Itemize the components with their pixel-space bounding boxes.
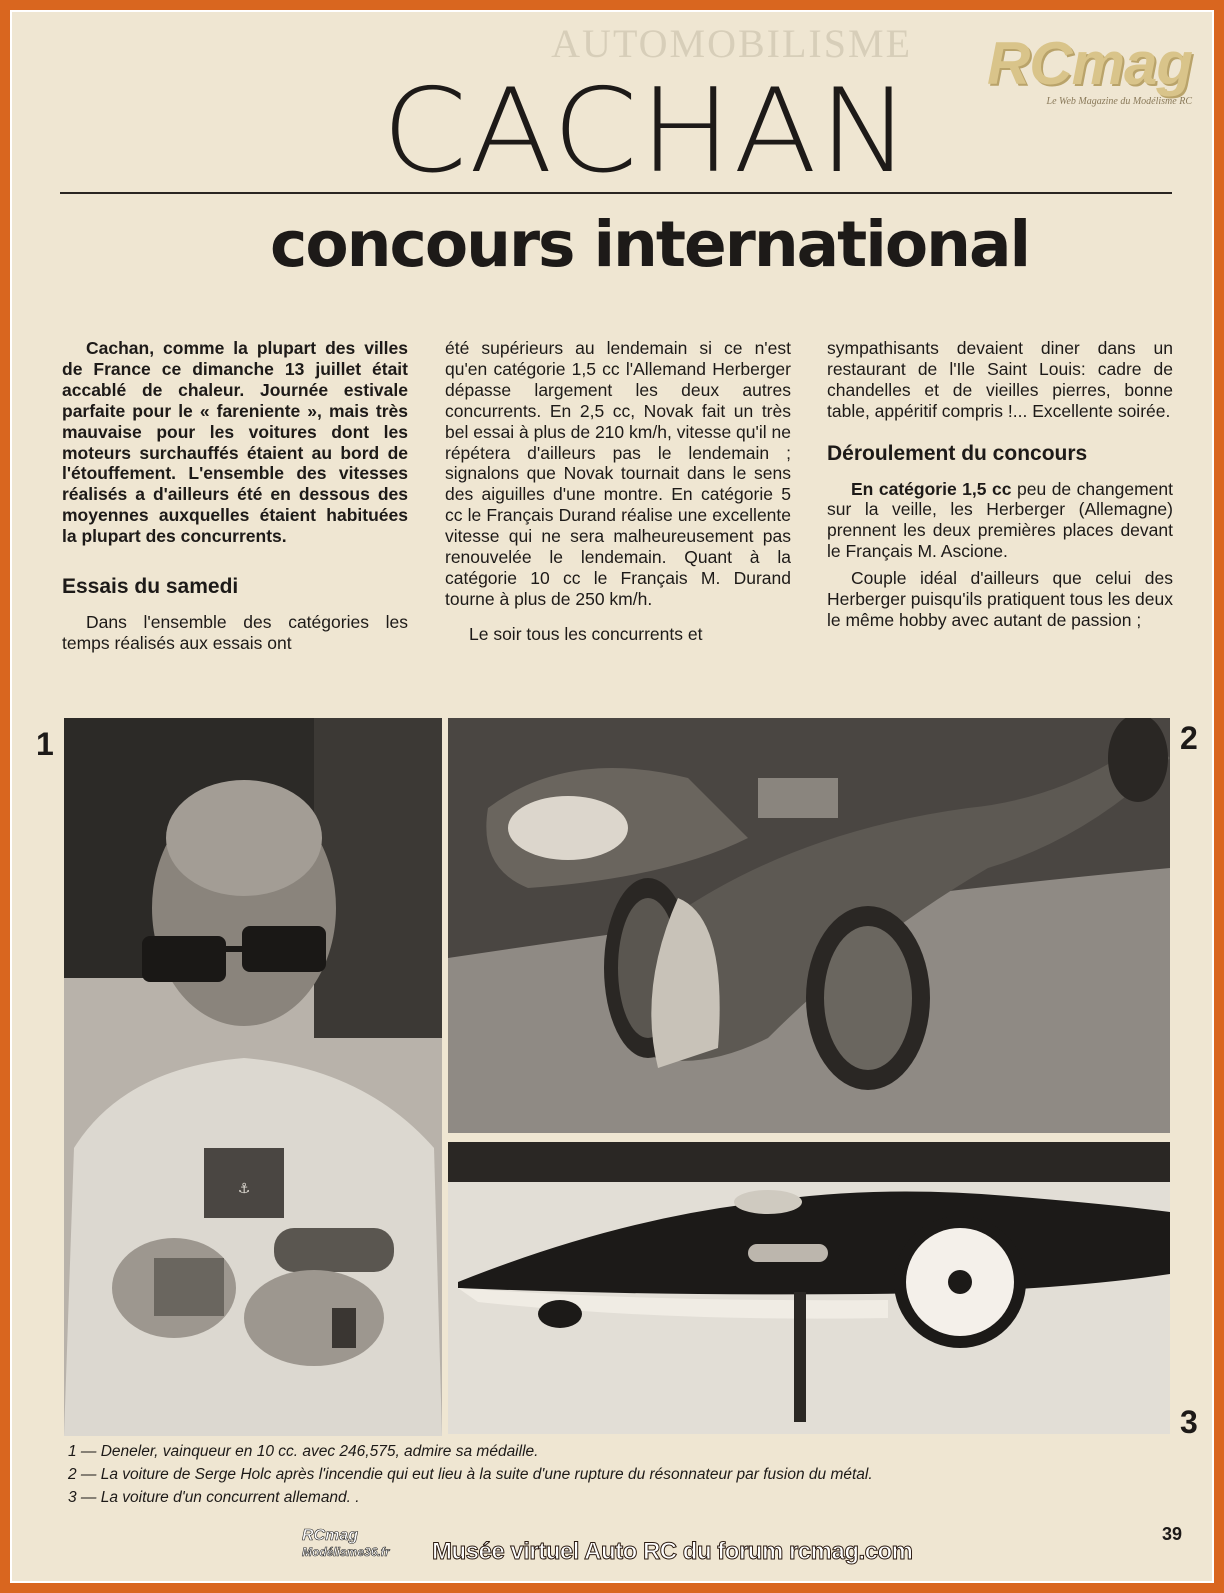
german-car-photo-art	[448, 1142, 1170, 1434]
footer-logo[interactable]	[302, 1527, 389, 1561]
photo-number-1: 1	[36, 726, 54, 762]
caption-3: 3 — La voiture d'un concurrent allemand. .	[68, 1489, 360, 1506]
photo-burnt-car	[448, 718, 1170, 1133]
paragraph-essais-start: Dans l'ensemble des catégories les temps réalisés aux essais ont	[62, 611, 408, 653]
text-column-1	[62, 338, 408, 660]
lead-paragraph: Cachan, comme la plupart des villes de France ce dimanche 13 juillet était accablé de chaleur. Journée estivale parfaite pour le « fareniente », mais très mauvaise pour les voitures dont les moteurs surchauffés étaient au bord de l'étouffement. L'ensemble des vitesses réalisés a d'ailleurs été en dessous des moyennes auxquelles étaient habituées la plupart des concurrents.	[62, 338, 408, 547]
footer-logo-bottom: Modélisme36.fr	[302, 1545, 390, 1559]
photo-number-3: 3	[1180, 1404, 1198, 1440]
magazine-page	[10, 10, 1214, 1583]
rcmag-logo[interactable]	[986, 30, 1192, 107]
section-heading-essais: Essais du samedi	[62, 575, 239, 599]
logo-wordmark: RCmag	[986, 30, 1192, 97]
paragraph-couple: Couple idéal d'ailleurs que celui des Herberger puisqu'ils pratiquent tous les deux le même hobby avec autant de passion ;	[827, 568, 1173, 630]
paragraph-soir-continued: sympathisants devaient diner dans un restaurant de l'Ile Saint Louis: cadre de chandelles et de vieilles pierres, bonne table, appéritif compris !... Excellente soirée.	[827, 338, 1173, 421]
footer-logo-top: RCmag	[302, 1527, 359, 1544]
bleed-through-text: AUTOMOBILISME	[551, 21, 912, 66]
caption-2: 2 — La voiture de Serge Holc après l'incendie qui eut lieu à la suite d'une rupture du résonnateur par fusion du métal.	[68, 1466, 873, 1483]
caption-1: 1 — Deneler, vainqueur en 10 cc. avec 246,575, admire sa médaille.	[68, 1443, 539, 1460]
category-text: peu de changement sur la veille, les Herberger (Allemagne) prennent les deux premières places devant le Français M. Ascione.	[827, 478, 1173, 562]
text-column-3	[827, 338, 1173, 637]
article-title: CACHAN	[382, 63, 913, 199]
paragraph-soir-start: Le soir tous les concurrents et	[469, 623, 703, 644]
article-subtitle: concours international	[270, 208, 1030, 281]
paragraph-categorie-15	[827, 479, 1173, 563]
burnt-car-photo-art	[448, 718, 1170, 1133]
svg-text:⚓: ⚓	[237, 1181, 251, 1197]
photo-winner-portrait	[64, 718, 442, 1436]
logo-tagline: Le Web Magazine du Modélisme RC	[1046, 96, 1192, 107]
photo-number-2: 2	[1180, 720, 1198, 756]
section-heading-deroulement: Déroulement du concours	[827, 441, 1088, 465]
paragraph-essais-continued: été supérieurs au lendemain si ce n'est qu'en catégorie 1,5 cc l'Allemand Herberger dépasse largement les deux autres concurrents. En 2,5 cc, Novak fait un très bel essai à plus de 210 km/h, vitesse qu'il ne répétera d'ailleurs pas le lendemain ; signalons que Novak tournait dans le sens des aiguilles d'une montre. En catégorie 5 cc le Français Durand réalise une excellente vitesse qui ne sera malheureusement pas renouvelée le lendemain. Quant à la catégorie 10 cc le Français M. Durand tourne à plus de 250 km/h.	[445, 338, 791, 609]
category-label: En catégorie 1,5 cc	[851, 478, 1012, 499]
page-number: 39	[1161, 1524, 1182, 1544]
text-column-2	[445, 338, 791, 651]
footer-watermark[interactable]: Musée virtuel Auto RC du forum rcmag.com	[432, 1538, 913, 1565]
title-divider	[60, 192, 1172, 194]
winner-photo-art	[64, 718, 442, 1436]
photo-german-car	[448, 1142, 1170, 1434]
